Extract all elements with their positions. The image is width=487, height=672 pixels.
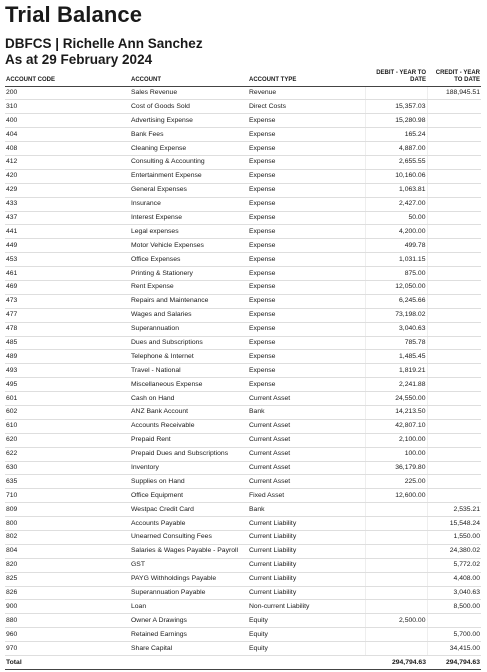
report-date: As at 29 February 2024 — [5, 52, 153, 67]
table-row — [5, 461, 481, 475]
debit-cell: 14,213.50 — [365, 405, 427, 419]
debit-cell: 875.00 — [365, 267, 427, 281]
table-row — [5, 517, 481, 531]
account-code-cell: 469 — [5, 280, 130, 294]
table-row — [5, 419, 481, 433]
account-type-cell: Fixed Asset — [248, 489, 365, 503]
account-type-cell: Current Asset — [248, 461, 365, 475]
account-code-cell: 802 — [5, 531, 130, 545]
account-code-cell: 489 — [5, 350, 130, 364]
account-name-cell: Owner A Drawings — [130, 614, 248, 628]
account-type-cell: Current Liability — [248, 586, 365, 600]
debit-cell — [365, 558, 427, 572]
credit-cell — [427, 183, 481, 197]
account-name-cell: Inventory — [130, 461, 248, 475]
credit-cell — [427, 433, 481, 447]
table-row — [5, 350, 481, 364]
table-row — [5, 475, 481, 489]
account-name-cell: Interest Expense — [130, 211, 248, 225]
credit-cell — [427, 169, 481, 183]
account-code-cell: 630 — [5, 461, 130, 475]
account-code-cell: 412 — [5, 155, 130, 169]
debit-cell: 73,198.02 — [365, 308, 427, 322]
total-debit: 294,794.63 — [365, 656, 427, 670]
debit-cell: 4,887.00 — [365, 142, 427, 156]
account-type-cell: Current Asset — [248, 433, 365, 447]
credit-cell — [427, 336, 481, 350]
account-name-cell: Legal expenses — [130, 225, 248, 239]
table-row — [5, 558, 481, 572]
account-name-cell: Miscellaneous Expense — [130, 378, 248, 392]
credit-cell — [427, 142, 481, 156]
account-code-cell: 620 — [5, 433, 130, 447]
table-row — [5, 600, 481, 614]
account-type-cell: Expense — [248, 322, 365, 336]
table-row — [5, 503, 481, 517]
account-type-cell: Current Liability — [248, 517, 365, 531]
account-name-cell: Travel - National — [130, 364, 248, 378]
header-credit: CREDIT - YEAR TO DATE — [427, 69, 481, 86]
debit-cell: 2,427.00 — [365, 197, 427, 211]
total-row — [5, 656, 481, 670]
credit-cell: 5,700.00 — [427, 628, 481, 642]
account-type-cell: Expense — [248, 253, 365, 267]
table-row — [5, 155, 481, 169]
table-row — [5, 100, 481, 114]
credit-cell: 188,945.51 — [427, 86, 481, 100]
account-code-cell: 441 — [5, 225, 130, 239]
table-row — [5, 239, 481, 253]
account-code-cell: 449 — [5, 239, 130, 253]
credit-cell — [427, 614, 481, 628]
account-type-cell: Expense — [248, 211, 365, 225]
debit-cell: 165.24 — [365, 128, 427, 142]
account-type-cell: Expense — [248, 308, 365, 322]
debit-cell — [365, 586, 427, 600]
account-code-cell: 622 — [5, 447, 130, 461]
table-row — [5, 308, 481, 322]
account-name-cell: Printing & Stationery — [130, 267, 248, 281]
credit-cell — [427, 239, 481, 253]
credit-cell: 24,380.02 — [427, 544, 481, 558]
account-type-cell: Expense — [248, 239, 365, 253]
account-type-cell: Non-current Liability — [248, 600, 365, 614]
account-type-cell: Expense — [248, 267, 365, 281]
trial-balance-table — [5, 69, 481, 670]
debit-cell: 100.00 — [365, 447, 427, 461]
credit-cell — [427, 350, 481, 364]
account-name-cell: Share Capital — [130, 642, 248, 656]
credit-cell — [427, 308, 481, 322]
header-debit: DEBIT - YEAR TO DATE — [365, 69, 427, 86]
table-row — [5, 572, 481, 586]
account-code-cell: 602 — [5, 405, 130, 419]
account-name-cell: GST — [130, 558, 248, 572]
account-type-cell: Expense — [248, 336, 365, 350]
debit-cell: 2,500.00 — [365, 614, 427, 628]
account-type-cell: Equity — [248, 628, 365, 642]
account-code-cell: 493 — [5, 364, 130, 378]
account-name-cell: Advertising Expense — [130, 114, 248, 128]
account-code-cell: 453 — [5, 253, 130, 267]
account-name-cell: General Expenses — [130, 183, 248, 197]
account-code-cell: 461 — [5, 267, 130, 281]
table-body — [5, 86, 481, 656]
account-code-cell: 433 — [5, 197, 130, 211]
table-row — [5, 628, 481, 642]
credit-cell: 15,548.24 — [427, 517, 481, 531]
credit-cell — [427, 280, 481, 294]
account-name-cell: Bank Fees — [130, 128, 248, 142]
account-code-cell: 610 — [5, 419, 130, 433]
account-name-cell: Cost of Goods Sold — [130, 100, 248, 114]
account-type-cell: Expense — [248, 142, 365, 156]
debit-cell: 4,200.00 — [365, 225, 427, 239]
account-type-cell: Current Liability — [248, 572, 365, 586]
account-code-cell: 478 — [5, 322, 130, 336]
table-row — [5, 225, 481, 239]
account-code-cell: 804 — [5, 544, 130, 558]
account-name-cell: Consulting & Accounting — [130, 155, 248, 169]
account-name-cell: Accounts Receivable — [130, 419, 248, 433]
table-row — [5, 211, 481, 225]
table-row — [5, 197, 481, 211]
account-code-cell: 635 — [5, 475, 130, 489]
account-name-cell: Supplies on Hand — [130, 475, 248, 489]
table-row — [5, 642, 481, 656]
table-row — [5, 447, 481, 461]
table-row — [5, 544, 481, 558]
table-row — [5, 364, 481, 378]
table-row — [5, 128, 481, 142]
table-row — [5, 114, 481, 128]
account-code-cell: 960 — [5, 628, 130, 642]
account-type-cell: Current Asset — [248, 447, 365, 461]
account-code-cell: 825 — [5, 572, 130, 586]
debit-cell: 36,179.80 — [365, 461, 427, 475]
table-row — [5, 336, 481, 350]
debit-cell: 499.78 — [365, 239, 427, 253]
account-name-cell: Westpac Credit Card — [130, 503, 248, 517]
account-code-cell: 400 — [5, 114, 130, 128]
credit-cell — [427, 489, 481, 503]
credit-cell: 8,500.00 — [427, 600, 481, 614]
debit-cell: 50.00 — [365, 211, 427, 225]
header-account-code: ACCOUNT CODE — [5, 69, 130, 86]
account-code-cell: 473 — [5, 294, 130, 308]
credit-cell — [427, 267, 481, 281]
account-type-cell: Current Liability — [248, 544, 365, 558]
account-name-cell: Cleaning Expense — [130, 142, 248, 156]
debit-cell: 225.00 — [365, 475, 427, 489]
account-name-cell: Entertainment Expense — [130, 169, 248, 183]
debit-cell: 6,245.66 — [365, 294, 427, 308]
credit-cell — [427, 364, 481, 378]
account-name-cell: Telephone & Internet — [130, 350, 248, 364]
account-code-cell: 485 — [5, 336, 130, 350]
account-code-cell: 826 — [5, 586, 130, 600]
total-label: Total — [5, 656, 130, 670]
account-type-cell: Bank — [248, 405, 365, 419]
account-code-cell: 495 — [5, 378, 130, 392]
table-row — [5, 142, 481, 156]
table-row — [5, 280, 481, 294]
organisation-name: DBFCS | Richelle Ann Sanchez — [5, 36, 203, 51]
table-row — [5, 586, 481, 600]
table-row — [5, 614, 481, 628]
account-name-cell: Prepaid Rent — [130, 433, 248, 447]
account-code-cell: 437 — [5, 211, 130, 225]
account-name-cell: Superannuation — [130, 322, 248, 336]
credit-cell — [427, 225, 481, 239]
debit-cell — [365, 544, 427, 558]
debit-cell: 12,050.00 — [365, 280, 427, 294]
account-type-cell: Expense — [248, 364, 365, 378]
credit-cell: 3,040.63 — [427, 586, 481, 600]
account-type-cell: Expense — [248, 183, 365, 197]
header-account-type: ACCOUNT TYPE — [248, 69, 365, 86]
credit-cell — [427, 211, 481, 225]
table-row — [5, 183, 481, 197]
account-name-cell: Loan — [130, 600, 248, 614]
table-row — [5, 433, 481, 447]
credit-cell — [427, 447, 481, 461]
credit-cell — [427, 128, 481, 142]
account-code-cell: 880 — [5, 614, 130, 628]
account-code-cell: 408 — [5, 142, 130, 156]
header-account: ACCOUNT — [130, 69, 248, 86]
table-header-row — [5, 69, 481, 86]
credit-cell: 1,550.00 — [427, 531, 481, 545]
total-empty-account — [130, 656, 248, 670]
account-type-cell: Expense — [248, 350, 365, 364]
account-name-cell: Dues and Subscriptions — [130, 336, 248, 350]
total-credit: 294,794.63 — [427, 656, 481, 670]
total-empty-type — [248, 656, 365, 670]
account-name-cell: Motor Vehicle Expenses — [130, 239, 248, 253]
account-name-cell: Superannuation Payable — [130, 586, 248, 600]
account-type-cell: Bank — [248, 503, 365, 517]
debit-cell: 1,819.21 — [365, 364, 427, 378]
account-type-cell: Expense — [248, 225, 365, 239]
debit-cell — [365, 531, 427, 545]
table-row — [5, 392, 481, 406]
account-name-cell: Wages and Salaries — [130, 308, 248, 322]
account-type-cell: Expense — [248, 378, 365, 392]
credit-cell — [427, 114, 481, 128]
debit-cell: 785.78 — [365, 336, 427, 350]
account-code-cell: 601 — [5, 392, 130, 406]
account-name-cell: Office Equipment — [130, 489, 248, 503]
account-type-cell: Current Liability — [248, 558, 365, 572]
account-name-cell: PAYG Withholdings Payable — [130, 572, 248, 586]
credit-cell — [427, 294, 481, 308]
debit-cell: 1,485.45 — [365, 350, 427, 364]
debit-cell — [365, 572, 427, 586]
debit-cell — [365, 600, 427, 614]
account-type-cell: Current Asset — [248, 475, 365, 489]
account-name-cell: Prepaid Dues and Subscriptions — [130, 447, 248, 461]
credit-cell — [427, 475, 481, 489]
table-row — [5, 169, 481, 183]
account-code-cell: 820 — [5, 558, 130, 572]
credit-cell — [427, 461, 481, 475]
credit-cell — [427, 322, 481, 336]
debit-cell: 42,807.10 — [365, 419, 427, 433]
debit-cell: 2,241.88 — [365, 378, 427, 392]
account-code-cell: 800 — [5, 517, 130, 531]
table-row — [5, 489, 481, 503]
account-type-cell: Expense — [248, 169, 365, 183]
account-type-cell: Expense — [248, 197, 365, 211]
account-code-cell: 809 — [5, 503, 130, 517]
account-type-cell: Expense — [248, 114, 365, 128]
table-row — [5, 267, 481, 281]
account-code-cell: 310 — [5, 100, 130, 114]
report-title: Trial Balance — [5, 2, 143, 27]
debit-cell: 15,280.98 — [365, 114, 427, 128]
account-code-cell: 420 — [5, 169, 130, 183]
account-type-cell: Expense — [248, 280, 365, 294]
debit-cell — [365, 503, 427, 517]
account-type-cell: Equity — [248, 614, 365, 628]
account-name-cell: Retained Earnings — [130, 628, 248, 642]
account-code-cell: 900 — [5, 600, 130, 614]
account-type-cell: Current Asset — [248, 419, 365, 433]
table-row — [5, 531, 481, 545]
credit-cell — [427, 100, 481, 114]
credit-cell — [427, 378, 481, 392]
account-code-cell: 477 — [5, 308, 130, 322]
account-code-cell: 404 — [5, 128, 130, 142]
table-row — [5, 86, 481, 100]
credit-cell: 34,415.00 — [427, 642, 481, 656]
credit-cell — [427, 419, 481, 433]
debit-cell — [365, 517, 427, 531]
table-row — [5, 405, 481, 419]
debit-cell: 2,655.55 — [365, 155, 427, 169]
account-type-cell: Current Liability — [248, 531, 365, 545]
credit-cell: 5,772.02 — [427, 558, 481, 572]
account-type-cell: Expense — [248, 128, 365, 142]
debit-cell: 12,600.00 — [365, 489, 427, 503]
table-row — [5, 378, 481, 392]
account-code-cell: 429 — [5, 183, 130, 197]
table-row — [5, 294, 481, 308]
account-code-cell: 970 — [5, 642, 130, 656]
debit-cell: 15,357.03 — [365, 100, 427, 114]
account-name-cell: Salaries & Wages Payable - Payroll — [130, 544, 248, 558]
account-name-cell: Insurance — [130, 197, 248, 211]
debit-cell — [365, 628, 427, 642]
account-code-cell: 710 — [5, 489, 130, 503]
debit-cell: 1,031.15 — [365, 253, 427, 267]
credit-cell — [427, 405, 481, 419]
credit-cell — [427, 155, 481, 169]
credit-cell: 4,408.00 — [427, 572, 481, 586]
account-type-cell: Direct Costs — [248, 100, 365, 114]
debit-cell: 1,063.81 — [365, 183, 427, 197]
debit-cell — [365, 86, 427, 100]
debit-cell: 24,550.00 — [365, 392, 427, 406]
account-type-cell: Revenue — [248, 86, 365, 100]
debit-cell: 3,040.63 — [365, 322, 427, 336]
credit-cell — [427, 392, 481, 406]
debit-cell — [365, 642, 427, 656]
account-type-cell: Expense — [248, 155, 365, 169]
table-row — [5, 322, 481, 336]
account-type-cell: Expense — [248, 294, 365, 308]
account-name-cell: Accounts Payable — [130, 517, 248, 531]
account-name-cell: Cash on Hand — [130, 392, 248, 406]
debit-cell: 2,100.00 — [365, 433, 427, 447]
account-name-cell: Rent Expense — [130, 280, 248, 294]
account-name-cell: Repairs and Maintenance — [130, 294, 248, 308]
account-name-cell: Office Expenses — [130, 253, 248, 267]
debit-cell: 10,160.06 — [365, 169, 427, 183]
account-name-cell: ANZ Bank Account — [130, 405, 248, 419]
table-row — [5, 253, 481, 267]
account-type-cell: Equity — [248, 642, 365, 656]
credit-cell: 2,535.21 — [427, 503, 481, 517]
account-name-cell: Unearned Consulting Fees — [130, 531, 248, 545]
credit-cell — [427, 253, 481, 267]
account-code-cell: 200 — [5, 86, 130, 100]
account-name-cell: Sales Revenue — [130, 86, 248, 100]
credit-cell — [427, 197, 481, 211]
account-type-cell: Current Asset — [248, 392, 365, 406]
